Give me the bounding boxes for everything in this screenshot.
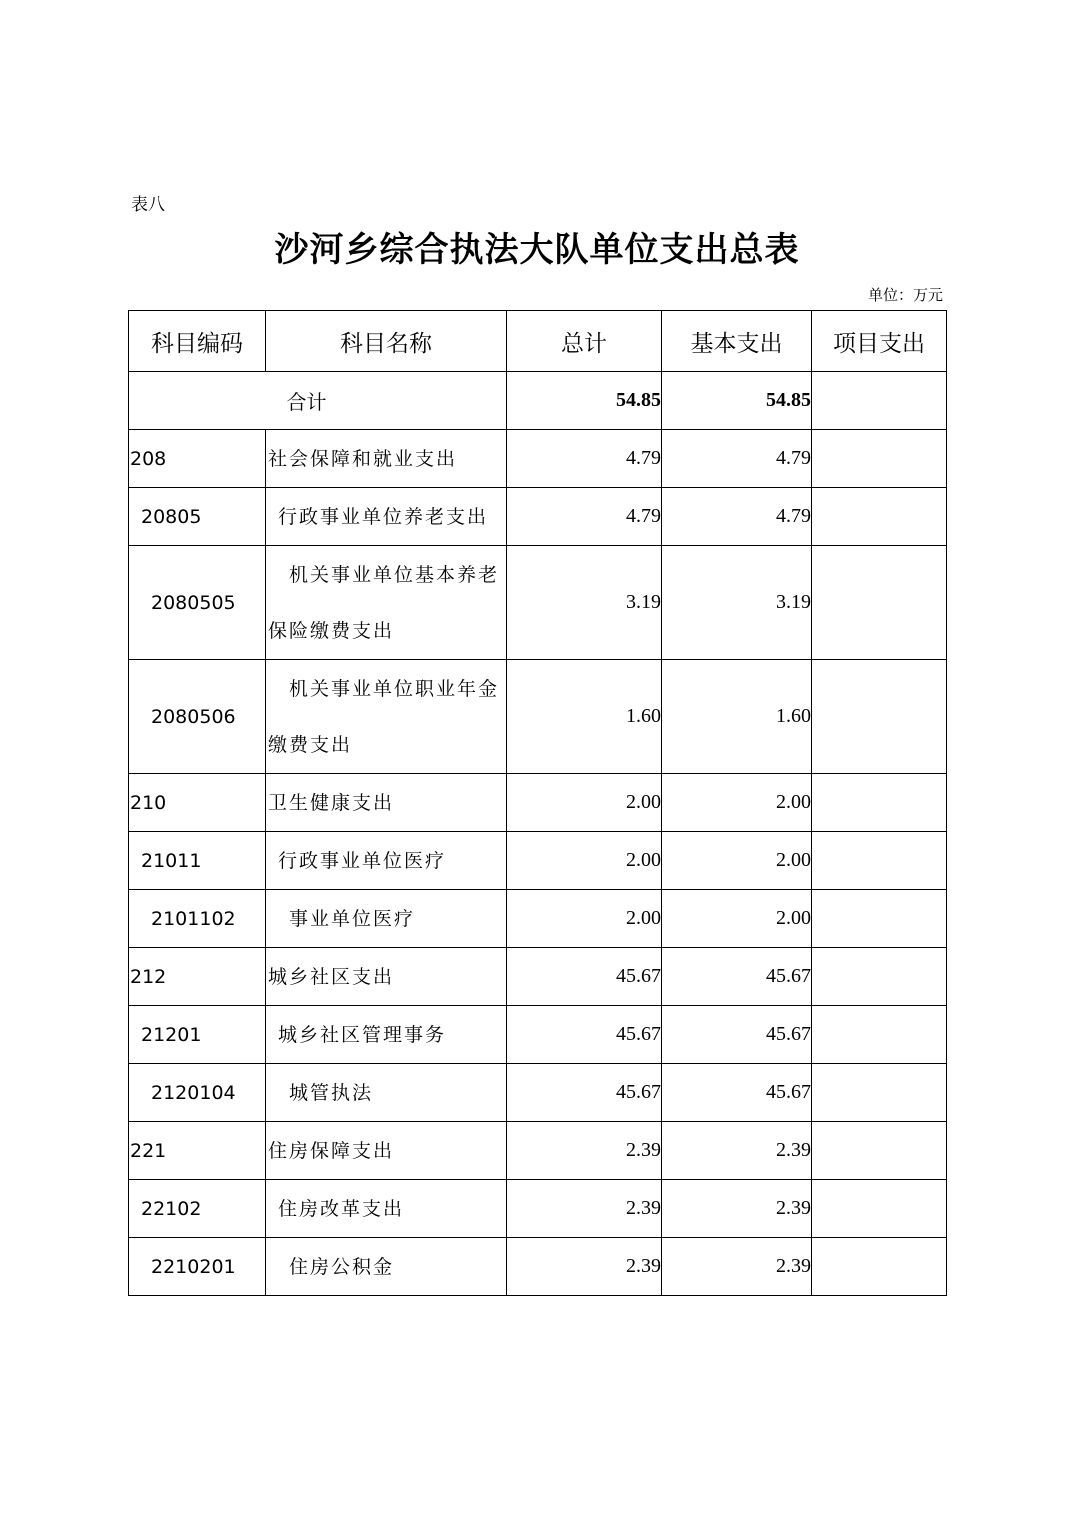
row-name: 卫生健康支出: [266, 774, 507, 832]
row-code: 212: [129, 948, 266, 1006]
row-basic: 2.00: [662, 832, 812, 890]
row-code: 2120104: [129, 1064, 266, 1122]
table-row: [129, 890, 947, 948]
row-total: 1.60: [507, 660, 662, 774]
total-row: [129, 372, 947, 430]
row-basic: 45.67: [662, 1006, 812, 1064]
row-code: 21201: [129, 1006, 266, 1064]
row-name: 社会保障和就业支出: [266, 430, 507, 488]
row-total: 45.67: [507, 1006, 662, 1064]
row-project: [812, 430, 947, 488]
table-row: [129, 774, 947, 832]
total-basic: 54.85: [662, 372, 812, 430]
row-basic: 2.39: [662, 1122, 812, 1180]
row-total: 4.79: [507, 488, 662, 546]
row-code: 2101102: [129, 890, 266, 948]
row-total: 45.67: [507, 948, 662, 1006]
row-name: 住房保障支出: [266, 1122, 507, 1180]
row-basic: 1.60: [662, 660, 812, 774]
row-basic: 2.00: [662, 774, 812, 832]
unit-label: 单位：万元: [867, 286, 943, 304]
row-project: [812, 488, 947, 546]
row-code: 210: [129, 774, 266, 832]
row-basic: 2.00: [662, 890, 812, 948]
row-total: 2.00: [507, 774, 662, 832]
page-title: 沙河乡综合执法大队单位支出总表: [274, 230, 800, 270]
header-total: 总计: [507, 311, 662, 372]
row-project: [812, 1180, 947, 1238]
row-project: [812, 774, 947, 832]
row-name: 住房公积金: [266, 1238, 507, 1296]
row-basic: 4.79: [662, 430, 812, 488]
table-row: [129, 488, 947, 546]
row-code: 2080506: [129, 660, 266, 774]
row-basic: 2.39: [662, 1238, 812, 1296]
row-code: 221: [129, 1122, 266, 1180]
table-row: [129, 430, 947, 488]
row-code: 22102: [129, 1180, 266, 1238]
row-name: 城乡社区管理事务: [266, 1006, 507, 1064]
row-code: 2210201: [129, 1238, 266, 1296]
row-project: [812, 1064, 947, 1122]
row-name: 事业单位医疗: [266, 890, 507, 948]
table-row: [129, 660, 947, 774]
row-code: 2080505: [129, 546, 266, 660]
row-total: 3.19: [507, 546, 662, 660]
row-total: 2.39: [507, 1180, 662, 1238]
total-total: 54.85: [507, 372, 662, 430]
row-basic: 45.67: [662, 948, 812, 1006]
row-basic: 4.79: [662, 488, 812, 546]
row-project: [812, 546, 947, 660]
row-total: 2.00: [507, 832, 662, 890]
row-code: 20805: [129, 488, 266, 546]
row-project: [812, 1238, 947, 1296]
row-name: 城管执法: [266, 1064, 507, 1122]
total-project: [812, 372, 947, 430]
table-row: [129, 1180, 947, 1238]
row-name: 机关事业单位职业年金缴费支出: [266, 660, 507, 774]
table-row: [129, 1006, 947, 1064]
expenditure-table: [128, 310, 947, 1296]
row-project: [812, 890, 947, 948]
row-total: 4.79: [507, 430, 662, 488]
row-code: 21011: [129, 832, 266, 890]
row-total: 45.67: [507, 1064, 662, 1122]
header-code: 科目编码: [129, 311, 266, 372]
row-total: 2.00: [507, 890, 662, 948]
header-project: 项目支出: [812, 311, 947, 372]
row-name: 机关事业单位基本养老保险缴费支出: [266, 546, 507, 660]
table-number-label: 表八: [131, 195, 165, 215]
row-basic: 2.39: [662, 1180, 812, 1238]
total-label: 合计: [129, 372, 507, 430]
row-project: [812, 1006, 947, 1064]
row-basic: 3.19: [662, 546, 812, 660]
table-row: [129, 546, 947, 660]
header-basic: 基本支出: [662, 311, 812, 372]
row-code: 208: [129, 430, 266, 488]
table-row: [129, 1238, 947, 1296]
table-row: [129, 948, 947, 1006]
table-row: [129, 1064, 947, 1122]
row-name: 行政事业单位养老支出: [266, 488, 507, 546]
row-project: [812, 1122, 947, 1180]
row-total: 2.39: [507, 1122, 662, 1180]
row-name: 行政事业单位医疗: [266, 832, 507, 890]
row-name: 城乡社区支出: [266, 948, 507, 1006]
table-row: [129, 832, 947, 890]
row-name: 住房改革支出: [266, 1180, 507, 1238]
header-name: 科目名称: [266, 311, 507, 372]
row-project: [812, 948, 947, 1006]
row-project: [812, 660, 947, 774]
row-project: [812, 832, 947, 890]
row-basic: 45.67: [662, 1064, 812, 1122]
row-total: 2.39: [507, 1238, 662, 1296]
header-row: [129, 311, 947, 372]
table-row: [129, 1122, 947, 1180]
